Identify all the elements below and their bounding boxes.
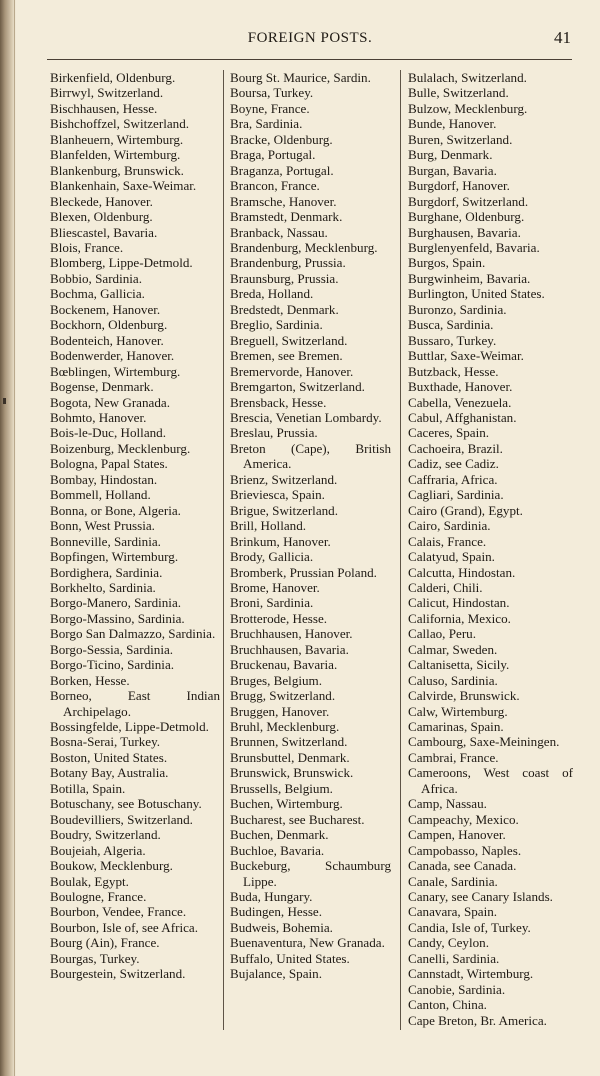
list-entry: Bourg (Ain), France.	[50, 935, 160, 951]
list-entry: Bussaro, Turkey.	[408, 332, 497, 348]
list-entry: Budingen, Hesse.	[230, 904, 323, 920]
list-entry: Boulak, Egypt.	[50, 873, 129, 889]
list-entry: Breda, Holland.	[230, 286, 314, 302]
list-entry: Cagliari, Sardinia.	[408, 487, 504, 503]
list-entry: Canavara, Spain.	[408, 904, 498, 920]
list-entry: Bobbio, Sardinia.	[50, 270, 143, 286]
list-entry: Cachoeira, Brazil.	[408, 440, 503, 456]
list-entry: Blanheuern, Wirtemburg.	[50, 131, 184, 147]
list-entry: Calw, Wirtemburg.	[408, 703, 508, 719]
list-entry: Brieviesca, Spain.	[230, 487, 325, 503]
list-entry: Bohmto, Hanover.	[50, 409, 147, 425]
list-entry: Buenaventura, New Granada.	[230, 935, 385, 951]
list-entry: Brandenburg, Prussia.	[230, 255, 346, 271]
list-entry: Burghane, Oldenburg.	[408, 209, 525, 225]
page-number: 41	[554, 28, 571, 47]
column-1	[50, 70, 220, 982]
list-entry: Cameroons, West coast of Africa.	[408, 765, 573, 796]
list-entry: Bogense, Denmark.	[50, 379, 154, 395]
list-entry: Bonn, West Prussia.	[50, 518, 155, 534]
list-entry: Bossingfelde, Lippe-Detmold.	[50, 719, 209, 735]
list-entry: Canale, Sardinia.	[408, 873, 498, 889]
list-entry: Bruchhausen, Bavaria.	[230, 641, 349, 657]
list-entry: Bunde, Hanover.	[408, 116, 497, 132]
list-entry: Braga, Portugal.	[230, 147, 316, 163]
list-entry: Bosna-Serai, Turkey.	[50, 734, 161, 750]
list-entry: Buronzo, Sardinia.	[408, 301, 507, 317]
list-entry: Bramsche, Hanover.	[230, 193, 337, 209]
list-entry: Cambrai, France.	[408, 749, 499, 765]
list-entry: Botuschany, see Botuschany.	[50, 796, 202, 812]
list-entry: Brill, Holland.	[230, 518, 307, 534]
list-entry: Bockhorn, Oldenburg.	[50, 317, 168, 333]
list-entry: Borgo San Dalmazzo, Sardinia.	[50, 626, 216, 642]
list-entry: Braunsburg, Prussia.	[230, 270, 339, 286]
margin-mark	[3, 398, 6, 404]
list-entry: Breton (Cape), British America.	[230, 440, 391, 472]
list-entry: Bourg St. Maurice, Sardin.	[230, 70, 371, 85]
list-entry: Bredstedt, Denmark.	[230, 301, 339, 317]
list-entry: Bourgestein, Switzerland.	[50, 966, 186, 982]
list-entry: Birkenfield, Oldenburg.	[50, 70, 176, 85]
list-entry: Bockenem, Hanover.	[50, 301, 161, 317]
list-entry: Bois-le-Duc, Holland.	[50, 425, 167, 441]
list-entry: Brunswick, Brunswick.	[230, 765, 354, 781]
list-entry: Buckeburg, Schaumburg Lippe.	[230, 858, 391, 889]
list-entry: Brigue, Switzerland.	[230, 502, 338, 518]
list-entry: Branback, Nassau.	[230, 224, 328, 240]
list-entry: Burgwinheim, Bavaria.	[408, 270, 531, 286]
list-entry: Brescia, Venetian Lombardy.	[230, 409, 382, 425]
list-entry: Candia, Isle of, Turkey.	[408, 919, 531, 935]
list-entry: Canelli, Sardinia.	[408, 950, 500, 966]
list-entry: Blankenhain, Saxe-Weimar.	[50, 178, 197, 194]
list-entry: Burglenyenfeld, Bavaria.	[408, 239, 540, 255]
list-entry: Blois, France.	[50, 239, 124, 255]
list-entry: Boyne, France.	[230, 100, 310, 116]
list-entry: Butzback, Hesse.	[408, 363, 499, 379]
list-entry: Buchloe, Bavaria.	[230, 842, 325, 858]
list-entry: Bliescastel, Bavaria.	[50, 224, 158, 240]
list-entry: Boizenburg, Mecklenburg.	[50, 440, 191, 456]
list-entry: Bischhausen, Hesse.	[50, 100, 158, 116]
list-entry: Boujeiah, Algeria.	[50, 842, 146, 858]
list-entry: Bourgas, Turkey.	[50, 950, 140, 966]
list-entry: Buxthade, Hanover.	[408, 379, 513, 395]
list-entry: Bremen, see Bremen.	[230, 348, 343, 364]
list-entry: Burgdorf, Hanover.	[408, 178, 510, 194]
list-entry: California, Mexico.	[408, 610, 511, 626]
list-entry: Burgan, Bavaria.	[408, 162, 497, 178]
list-entry: Brienz, Switzerland.	[230, 471, 338, 487]
list-entry: Blexen, Oldenburg.	[50, 209, 153, 225]
list-entry: Bleckede, Hanover.	[50, 193, 153, 209]
list-entry: Borgo-Ticino, Sardinia.	[50, 657, 175, 673]
list-entry: Brinkum, Hanover.	[230, 533, 331, 549]
list-entry: Calais, France.	[408, 533, 487, 549]
list-entry: Brody, Gallicia.	[230, 549, 314, 565]
list-entry: Bramstedt, Denmark.	[230, 209, 343, 225]
list-entry: Cabul, Affghanistan.	[408, 409, 517, 425]
list-entry: Caceres, Spain.	[408, 425, 490, 441]
list-entry: Brussells, Belgium.	[230, 780, 333, 796]
list-entry: Botilla, Spain.	[50, 780, 126, 796]
list-entry: Buda, Hungary.	[230, 889, 313, 905]
list-entry: Boudevilliers, Switzerland.	[50, 811, 193, 827]
list-entry: Bopfingen, Wirtemburg.	[50, 549, 179, 565]
list-entry: Callao, Peru.	[408, 626, 477, 642]
list-entry: Blankenburg, Brunswick.	[50, 162, 184, 178]
list-entry: Borken, Hesse.	[50, 672, 130, 688]
list-entry: Burgos, Spain.	[408, 255, 486, 271]
column-divider-2	[400, 70, 401, 1030]
list-entry: Caffraria, Africa.	[408, 471, 498, 487]
list-entry: Buren, Switzerland.	[408, 131, 513, 147]
list-entry: Burghausen, Bavaria.	[408, 224, 521, 240]
list-entry: Braganza, Portugal.	[230, 162, 334, 178]
list-entry: Calderi, Chili.	[408, 579, 483, 595]
list-entry: Burg, Denmark.	[408, 147, 493, 163]
list-entry: Cape Breton, Br. America.	[408, 1012, 547, 1028]
list-entry: Camarinas, Spain.	[408, 719, 504, 735]
list-entry: Brugg, Switzerland.	[230, 688, 336, 704]
list-entry: Bremgarton, Switzerland.	[230, 379, 365, 395]
list-entry: Bourbon, Vendee, France.	[50, 904, 187, 920]
list-entry: Bruchhausen, Hanover.	[230, 626, 353, 642]
list-entry: Boulogne, France.	[50, 889, 147, 905]
list-entry: Boukow, Mecklenburg.	[50, 858, 173, 874]
list-entry: Bodenteich, Hanover.	[50, 332, 164, 348]
list-entry: Canary, see Canary Islands.	[408, 889, 553, 905]
list-entry: Borgo-Sessia, Sardinia.	[50, 641, 174, 657]
column-3	[408, 70, 573, 1028]
list-entry: Candy, Ceylon.	[408, 935, 489, 951]
list-entry: Boudry, Switzerland.	[50, 827, 161, 843]
list-entry: Boston, United States.	[50, 749, 168, 765]
list-entry: Borgo-Massino, Sardinia.	[50, 610, 185, 626]
list-entry: Camp, Nassau.	[408, 796, 487, 812]
list-entry: Brome, Hanover.	[230, 579, 320, 595]
list-entry: Bra, Sardinia.	[230, 116, 303, 132]
list-entry: Breslau, Prussia.	[230, 425, 318, 441]
list-entry: Bruckenau, Bavaria.	[230, 657, 338, 673]
list-entry: Bruges, Belgium.	[230, 672, 323, 688]
list-entry: Brandenburg, Mecklenburg.	[230, 239, 378, 255]
list-entry: Campeachy, Mexico.	[408, 811, 519, 827]
list-entry: Caluso, Sardinia.	[408, 672, 498, 688]
list-entry: Borneo, East Indian Archipelago.	[50, 688, 220, 719]
list-entry: Blomberg, Lippe-Detmold.	[50, 255, 193, 271]
list-entry: Bulalach, Switzerland.	[408, 70, 527, 85]
list-entry: Busca, Sardinia.	[408, 317, 494, 333]
list-entry: Bracke, Oldenburg.	[230, 131, 333, 147]
list-entry: Borgo-Manero, Sardinia.	[50, 595, 182, 611]
list-entry: Bombay, Hindostan.	[50, 471, 158, 487]
list-entry: Campen, Hanover.	[408, 827, 506, 843]
list-entry: Canobie, Sardinia.	[408, 981, 506, 997]
list-entry: Bonna, or Bone, Algeria.	[50, 502, 181, 518]
list-entry: Brunnen, Switzerland.	[230, 734, 348, 750]
list-entry: Brotterode, Hesse.	[230, 610, 328, 626]
list-entry: Botany Bay, Australia.	[50, 765, 169, 781]
list-entry: Calatyud, Spain.	[408, 549, 495, 565]
list-entry: Birrwyl, Switzerland.	[50, 85, 164, 101]
list-entry: Breguell, Switzerland.	[230, 332, 348, 348]
list-entry: Calvirde, Brunswick.	[408, 688, 520, 704]
list-entry: Burlington, United States.	[408, 286, 545, 302]
list-entry: Campobasso, Naples.	[408, 842, 522, 858]
list-entry: Bruhl, Mecklenburg.	[230, 719, 340, 735]
list-entry: Calicut, Hindostan.	[408, 595, 510, 611]
list-entry: Brensback, Hesse.	[230, 394, 327, 410]
list-entry: Budweis, Bohemia.	[230, 919, 333, 935]
list-entry: Bochma, Gallicia.	[50, 286, 145, 302]
list-entry: Bremervorde, Hanover.	[230, 363, 354, 379]
list-entry: Bulle, Switzerland.	[408, 85, 509, 101]
list-entry: Cairo, Sardinia.	[408, 518, 491, 534]
list-entry: Bujalance, Spain.	[230, 966, 322, 982]
list-entry: Canton, China.	[408, 997, 487, 1013]
list-entry: Bonneville, Sardinia.	[50, 533, 161, 549]
list-entry: Caltanisetta, Sicily.	[408, 657, 510, 673]
list-entry: Buchen, Denmark.	[230, 827, 329, 843]
list-entry: Bulzow, Mecklenburg.	[408, 100, 528, 116]
list-entry: Bordighera, Sardinia.	[50, 564, 163, 580]
list-entry: Borkhelto, Sardinia.	[50, 579, 156, 595]
list-entry: Bruggen, Hanover.	[230, 703, 330, 719]
list-entry: Bœblingen, Wirtemburg.	[50, 363, 181, 379]
list-entry: Canada, see Canada.	[408, 858, 517, 874]
list-entry: Buchen, Wirtemburg.	[230, 796, 343, 812]
list-entry: Brunsbuttel, Denmark.	[230, 749, 350, 765]
list-entry: Burgdorf, Switzerland.	[408, 193, 529, 209]
list-entry: Brancon, France.	[230, 178, 320, 194]
header-rule	[47, 59, 572, 60]
list-entry: Bucharest, see Bucharest.	[230, 811, 365, 827]
list-entry: Calcutta, Hindostan.	[408, 564, 516, 580]
column-2	[230, 70, 391, 982]
list-entry: Cambourg, Saxe-Meiningen.	[408, 734, 560, 750]
list-entry: Calmar, Sweden.	[408, 641, 498, 657]
list-entry: Cabella, Venezuela.	[408, 394, 512, 410]
column-divider-1	[223, 70, 224, 1030]
page-header-title: FOREIGN POSTS.	[247, 30, 373, 46]
list-entry: Bishchoffzel, Switzerland.	[50, 116, 190, 132]
list-entry: Bommell, Holland.	[50, 487, 151, 503]
list-entry: Broni, Sardinia.	[230, 595, 314, 611]
list-entry: Bogota, New Granada.	[50, 394, 170, 410]
list-entry: Bologna, Papal States.	[50, 456, 168, 472]
list-entry: Bodenwerder, Hanover.	[50, 348, 175, 364]
list-entry: Buffalo, United States.	[230, 950, 350, 966]
list-entry: Cadiz, see Cadiz.	[408, 456, 499, 472]
list-entry: Blanfelden, Wirtemburg.	[50, 147, 181, 163]
gutter-line	[14, 0, 15, 1076]
list-entry: Bromberk, Prussian Poland.	[230, 564, 377, 580]
list-entry: Buttlar, Saxe-Weimar.	[408, 348, 524, 364]
list-entry: Bourbon, Isle of, see Africa.	[50, 919, 198, 935]
list-entry: Cairo (Grand), Egypt.	[408, 502, 523, 518]
list-entry: Cannstadt, Wirtemburg.	[408, 966, 534, 982]
list-entry: Boursa, Turkey.	[230, 85, 314, 101]
list-entry: Breglio, Sardinia.	[230, 317, 323, 333]
